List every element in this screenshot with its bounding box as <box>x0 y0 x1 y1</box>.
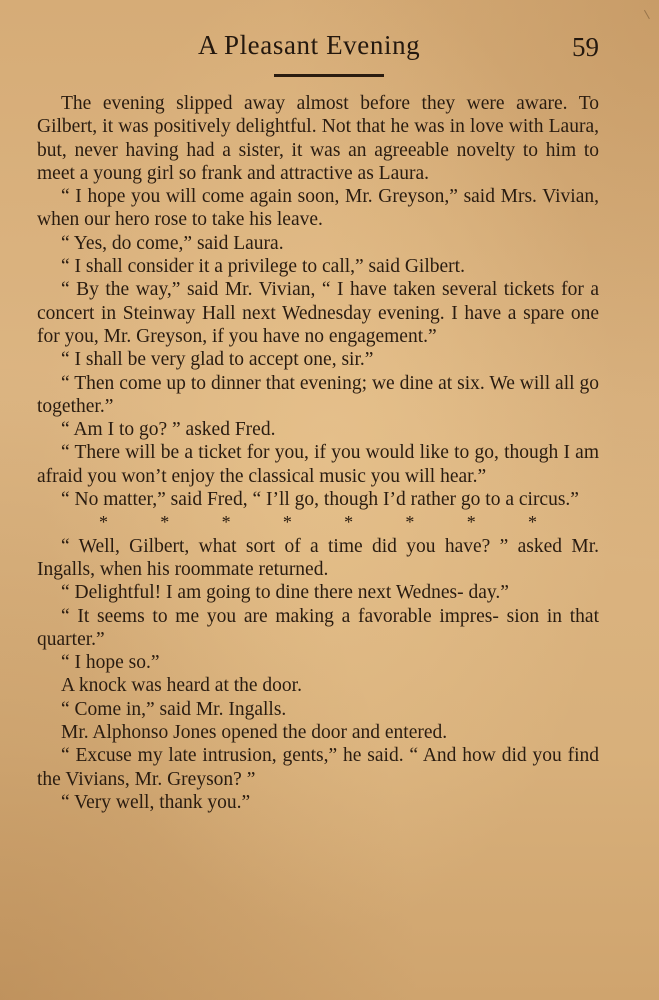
asterisk: * <box>527 512 537 533</box>
title-underline-rule <box>274 74 384 77</box>
paragraph: The evening slipped away almost before they were aware. To Gilbert, it was positively delightful. Not that he was in love with Laura, but, never having had a sister, it was an agreeable novelty to him to meet a young girl so frank and attractive as Laura. <box>37 93 599 184</box>
paragraph: “ I shall consider it a privilege to call,” said Gilbert. <box>61 256 465 278</box>
page-number: 59 <box>572 32 599 62</box>
page-corner-mark <box>644 7 655 19</box>
paragraph: “ Come in,” said Mr. Ingalls. <box>61 698 287 720</box>
paragraph: “ I hope you will come again soon, Mr. Greyson,” said Mrs. Vivian, when our hero rose to take his leave. <box>37 186 599 231</box>
paragraph: “ No matter,” said Fred, “ I’ll go, though I’d rather go to a circus.” <box>61 489 579 511</box>
running-title: A Pleasant Evening <box>198 30 421 60</box>
paragraph: “ Then come up to dinner that evening; we dine at six. We will all go together.” <box>37 372 599 417</box>
asterisk: * <box>344 512 354 533</box>
paragraph: “ Yes, do come,” said Laura. <box>61 232 284 254</box>
asterisk: * <box>466 512 476 533</box>
paragraph: “ There will be a ticket for you, if you would like to go, though I am afraid you won’t enjoy the classical music you will hear.” <box>37 442 599 487</box>
paragraph: “ Well, Gilbert, what sort of a time did you have? ” asked Mr. Ingalls, when his roommate returned. <box>37 535 599 580</box>
paragraph: Mr. Alphonso Jones opened the door and entered. <box>61 722 448 744</box>
paragraph: “ By the way,” said Mr. Vivian, “ I have taken several tickets for a concert in Steinway Hall next Wednesday evening. I have a spare one for you, Mr. Greyson, if you have no engagement.” <box>37 279 599 347</box>
section-break <box>37 511 599 534</box>
body-text <box>37 92 599 814</box>
paragraph: “ Delightful! I am going to dine there next Wednes- day.” <box>61 582 509 604</box>
page-header <box>0 30 659 70</box>
asterisk: * <box>160 512 170 533</box>
paragraph: “ I shall be very glad to accept one, sir.” <box>61 349 374 371</box>
asterisk: * <box>99 512 108 533</box>
asterisk: * <box>405 512 415 533</box>
paragraph: “ I hope so.” <box>61 652 160 674</box>
paragraph: “ It seems to me you are making a favorable impres- sion in that quarter.” <box>37 605 599 650</box>
asterisk: * <box>221 512 231 533</box>
paragraph: A knock was heard at the door. <box>61 675 302 697</box>
paragraph: “ Very well, thank you.” <box>61 791 251 813</box>
asterisk: * <box>282 512 292 533</box>
paragraph: “ Am I to go? ” asked Fred. <box>61 419 276 441</box>
paragraph: “ Excuse my late intrusion, gents,” he said. “ And how did you find the Vivians, Mr. Greyson? ” <box>37 745 599 790</box>
